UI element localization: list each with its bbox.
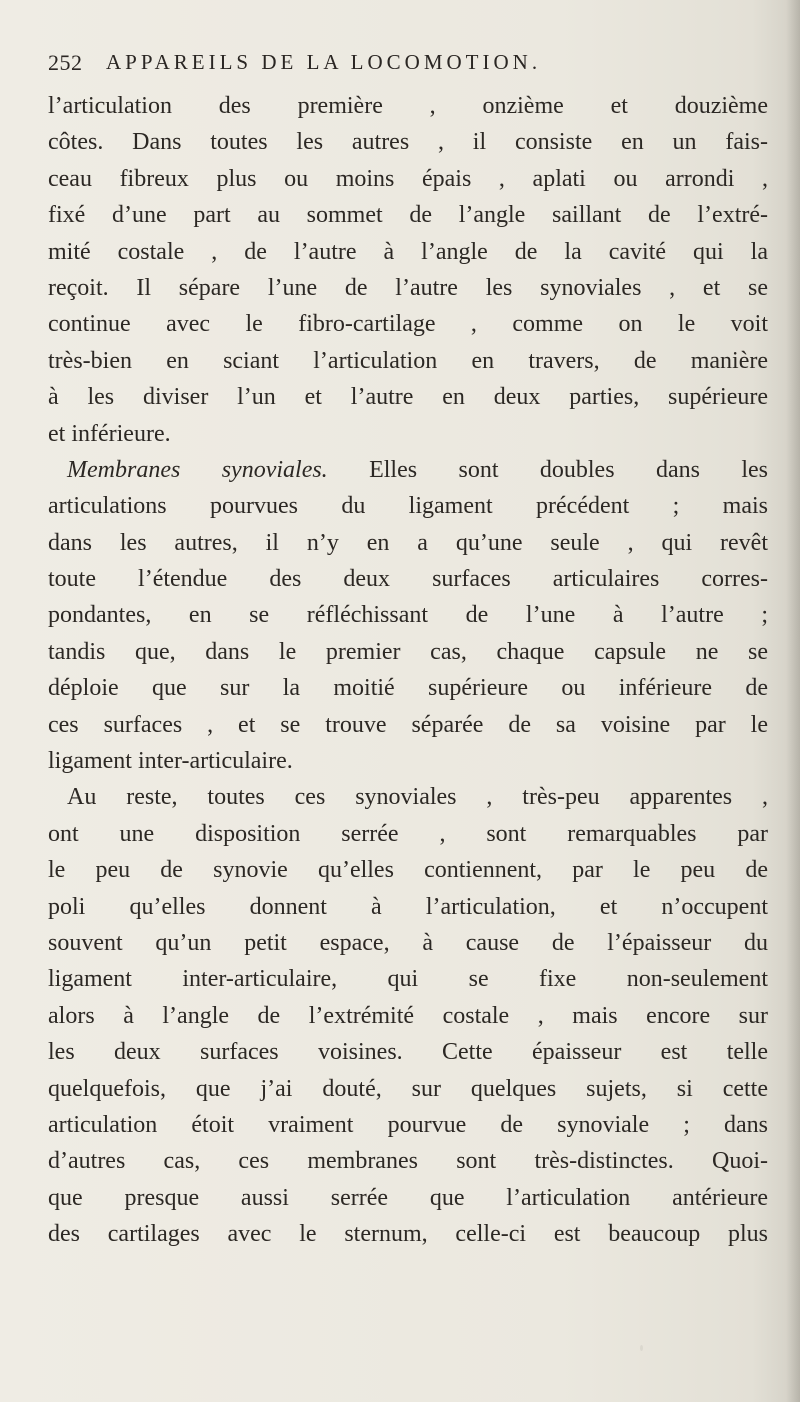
text-line: ceau fibreux plus ou moins épais , aplati ou arrondi ,: [48, 165, 768, 192]
paper-spot: [640, 1345, 643, 1351]
text-line: pondantes, en se réfléchissant de l’une à l’autre ;: [48, 602, 768, 629]
text-line: à les diviser l’un et l’autre en deux parties, supérieure: [48, 384, 768, 411]
text-fragment: Elles sont doubles dans les: [369, 456, 769, 483]
section-heading: Membranes synoviales.: [67, 456, 328, 483]
text-line: tandis que, dans le premier cas, chaque capsule ne se: [48, 638, 768, 665]
text-line: articulation étoit vraiment pourvue de synoviale ; dans: [48, 1111, 768, 1138]
page-edge-shadow: [786, 0, 800, 1402]
page-number: 252: [48, 50, 83, 75]
text-line: les deux surfaces voisines. Cette épaisseur est telle: [48, 1039, 768, 1066]
text-line: ligament inter-articulaire, qui se fixe non-seulement: [48, 966, 768, 993]
page-header: [48, 50, 768, 82]
text-line: l’articulation des première , onzième et douzième: [48, 93, 768, 119]
text-line: très-bien en sciant l’articulation en travers, de manière: [48, 347, 768, 374]
text-line: dans les autres, il n’y en a qu’une seule , qui revêt: [48, 529, 768, 556]
text-line: ont une disposition serrée , sont remarquables par: [48, 820, 768, 847]
text-line: côtes. Dans toutes les autres , il consiste en un fais-: [48, 129, 768, 156]
body-text: [48, 88, 768, 1253]
running-title: APPAREILS DE LA LOCOMOTION.: [106, 50, 542, 74]
text-line: poli qu’elles donnent à l’articulation, et n’occupent: [48, 893, 768, 920]
text-line: alors à l’angle de l’extrémité costale , mais encore sur: [48, 1002, 768, 1029]
text-line: souvent qu’un petit espace, à cause de l’épaisseur du: [48, 929, 768, 956]
text-line: déploie que sur la moitié supérieure ou inférieure de: [48, 675, 768, 702]
text-line: ces surfaces , et se trouve séparée de sa voisine par le: [48, 711, 768, 738]
text-line: quelquefois, que j’ai douté, sur quelques sujets, si cette: [48, 1075, 768, 1102]
paragraph-first-line: [48, 452, 768, 488]
text-line: ligament inter-articulaire.: [48, 748, 293, 775]
text-line: continue avec le fibro-cartilage , comme on le voit: [48, 311, 768, 338]
text-line: d’autres cas, ces membranes sont très-distinctes. Quoi-: [48, 1148, 768, 1175]
text-line: toute l’étendue des deux surfaces articulaires corres-: [48, 566, 768, 593]
text-line: et inférieure.: [48, 420, 171, 447]
text-line: que presque aussi serrée que l’articulation antérieure: [48, 1184, 768, 1211]
text-line: fixé d’une part au sommet de l’angle saillant de l’extré-: [48, 202, 768, 229]
text-line: Au reste, toutes ces synoviales , très-peu apparentes ,: [67, 784, 768, 811]
text-line: reçoit. Il sépare l’une de l’autre les synoviales , et se: [48, 274, 768, 301]
text-line: mité costale , de l’autre à l’angle de la cavité qui la: [48, 238, 768, 265]
text-line: articulations pourvues du ligament précédent ; mais: [48, 493, 768, 520]
text-line: le peu de synovie qu’elles contiennent, par le peu de: [48, 857, 768, 884]
text-line: des cartilages avec le sternum, celle-ci est beaucoup plus: [48, 1221, 768, 1248]
